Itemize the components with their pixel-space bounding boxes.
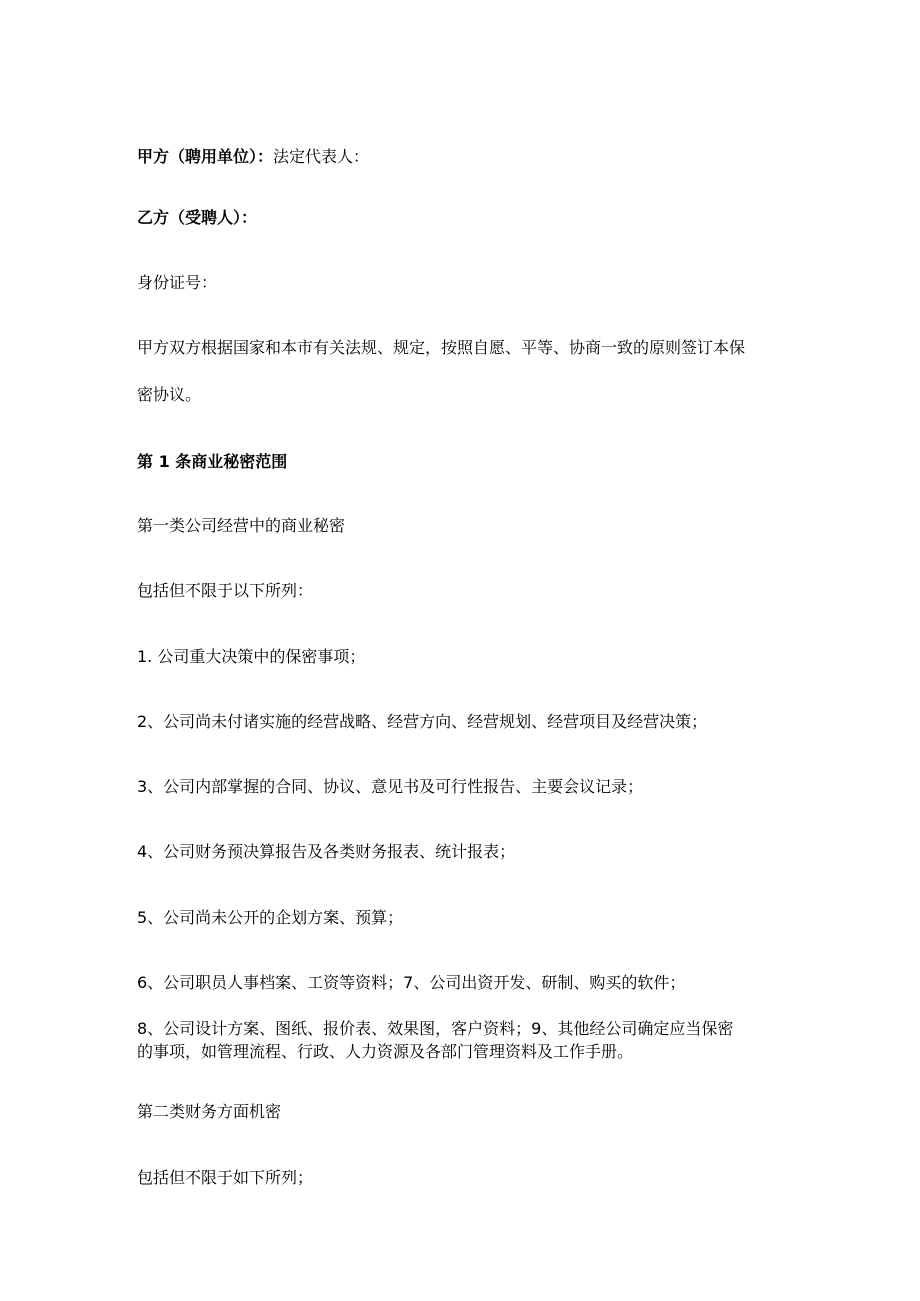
list-item: 2、公司尚未付诸实施的经营战略、经营方向、经营规划、经营项目及经营决策； (137, 712, 708, 731)
party-a-label: 甲方（聘用单位）： (137, 147, 274, 166)
intro-line-1: 甲方双方根据国家和本市有关法规、规定，按照自愿、平等、协商一致的原则签订本保 (137, 338, 746, 357)
party-b-label: 乙方（受聘人）： (137, 208, 258, 227)
category-2-title: 第二类财务方面机密 (137, 1102, 282, 1121)
category-2-lead: 包括但不限于如下所列； (137, 1168, 314, 1187)
category-1-lead: 包括但不限于以下所列： (137, 581, 314, 600)
intro-line-2: 密协议。 (137, 385, 202, 404)
legal-representative-label: 法定代表人： (273, 147, 370, 166)
list-item: 6、公司职员人事档案、工资等资料；7、公司出资开发、研制、购买的软件； (137, 973, 686, 992)
list-item: 8、公司设计方案、图纸、报价表、效果图，客户资料；9、其他经公司确定应当保密 (137, 1019, 734, 1038)
list-item: 4、公司财务预决算报告及各类财务报表、统计报表； (137, 842, 516, 861)
id-number-label: 身份证号： (137, 273, 218, 292)
list-item: 1. 公司重大决策中的保密事项； (137, 647, 366, 666)
list-item: 5、公司尚未公开的企划方案、预算； (137, 908, 404, 927)
article-1-title: 第 1 条商业秘密范围 (137, 452, 288, 471)
category-1-title: 第一类公司经营中的商业秘密 (137, 516, 346, 535)
list-item: 3、公司内部掌握的合同、协议、意见书及可行性报告、主要会议记录； (137, 777, 644, 796)
party-a-line (137, 147, 369, 167)
list-item: 的事项，如管理流程、行政、人力资源及各部门管理资料及工作手册。 (137, 1042, 634, 1061)
